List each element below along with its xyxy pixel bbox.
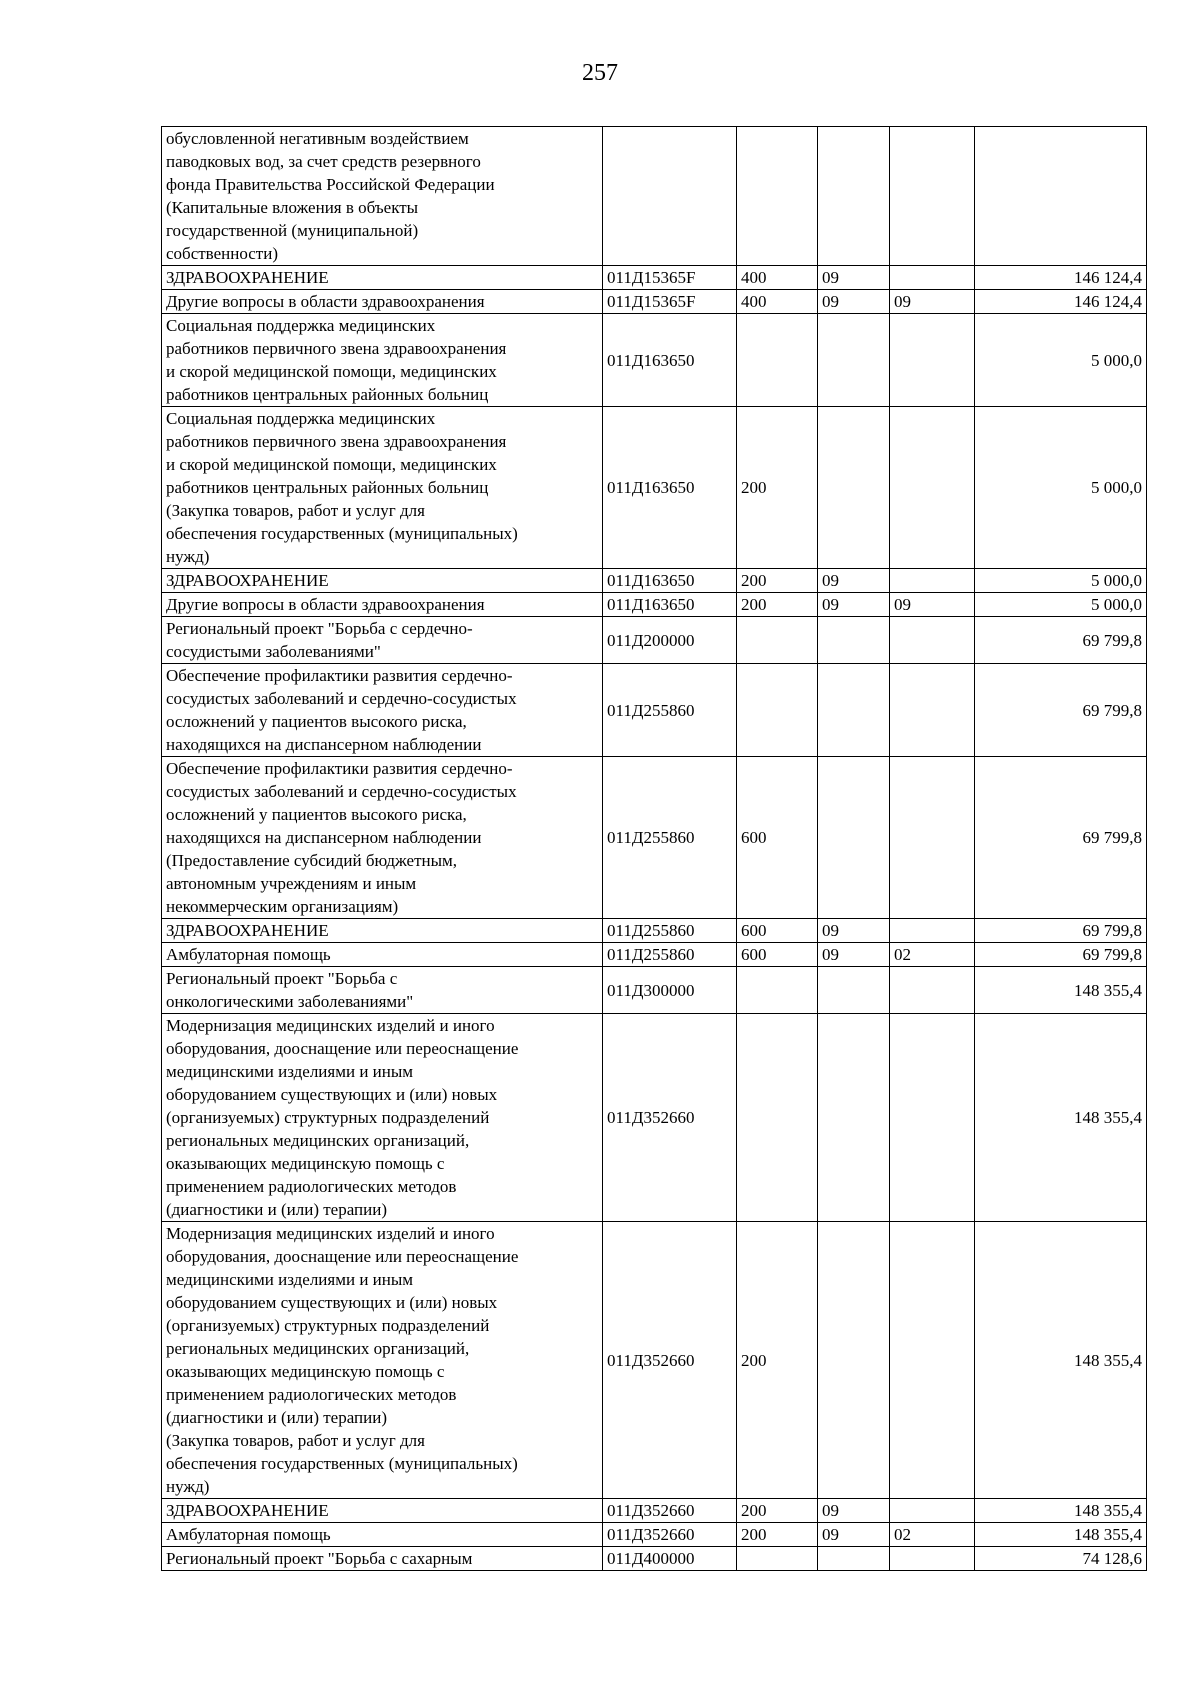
row-subsection-cell xyxy=(890,1222,975,1499)
row-name-cell xyxy=(162,757,603,919)
row-amount-cell: 148 355,4 xyxy=(975,1499,1147,1523)
row-amount-cell: 148 355,4 xyxy=(975,1222,1147,1499)
page-number: 257 xyxy=(582,60,618,86)
row-expense-type-cell xyxy=(737,1014,818,1222)
table-row xyxy=(162,1547,1147,1571)
row-expense-type-cell xyxy=(737,617,818,664)
row-amount-cell xyxy=(975,127,1147,266)
row-subsection-cell xyxy=(890,127,975,266)
row-amount-cell: 146 124,4 xyxy=(975,266,1147,290)
row-subsection-cell xyxy=(890,1547,975,1571)
row-section-cell: 09 xyxy=(818,593,890,617)
row-name-cell xyxy=(162,314,603,407)
row-subsection-cell: 09 xyxy=(890,290,975,314)
row-subsection-cell xyxy=(890,617,975,664)
table-row xyxy=(162,290,1147,314)
row-name-text: ЗДРАВООХРАНЕНИЕ xyxy=(166,268,329,287)
row-expense-type-cell: 200 xyxy=(737,569,818,593)
row-expense-type-cell xyxy=(737,664,818,757)
row-expense-type-cell xyxy=(737,127,818,266)
row-name-text: Социальная поддержка медицинских работников первичного звена здравоохранения и скорой медицинской помощи, медицинских работников центральных районных больниц (Закупка товаров, работ и услуг для обеспечения государственных (муниципальных) нужд) xyxy=(166,409,518,566)
row-amount-cell: 69 799,8 xyxy=(975,943,1147,967)
row-name-cell xyxy=(162,266,603,290)
row-subsection-cell xyxy=(890,664,975,757)
row-code-cell: 011Д255860 xyxy=(603,943,737,967)
row-section-cell: 09 xyxy=(818,290,890,314)
row-name-text: Региональный проект "Борьба с сахарным xyxy=(166,1549,473,1568)
budget-table-body xyxy=(162,127,1147,1571)
row-name-cell xyxy=(162,617,603,664)
row-subsection-cell xyxy=(890,266,975,290)
row-code-cell: 011Д163650 xyxy=(603,314,737,407)
row-name-text: Другие вопросы в области здравоохранения xyxy=(166,292,485,311)
row-code-cell: 011Д200000 xyxy=(603,617,737,664)
row-subsection-cell xyxy=(890,314,975,407)
row-amount-cell: 5 000,0 xyxy=(975,593,1147,617)
table-row xyxy=(162,1499,1147,1523)
row-name-cell xyxy=(162,967,603,1014)
row-code-cell: 011Д163650 xyxy=(603,593,737,617)
row-expense-type-cell xyxy=(737,967,818,1014)
table-row xyxy=(162,967,1147,1014)
row-name-text: Социальная поддержка медицинских работников первичного звена здравоохранения и скорой медицинской помощи, медицинских работников центральных районных больниц xyxy=(166,316,507,404)
row-name-text: Модернизация медицинских изделий и иного оборудования, дооснащение или переоснащение медицинскими изделиями и иным оборудованием существующих и (или) новых (организуемых) структурных подразделений региональных медицинских организаций, оказывающих медицинскую помощь с применением радиологических методов (диагностики и (или) терапии) (Закупка товаров, работ и услуг для обеспечения государственных (муниципальных) нужд) xyxy=(166,1224,519,1496)
row-expense-type-cell: 200 xyxy=(737,1523,818,1547)
row-subsection-cell: 02 xyxy=(890,1523,975,1547)
table-row xyxy=(162,314,1147,407)
row-amount-cell: 146 124,4 xyxy=(975,290,1147,314)
row-subsection-cell xyxy=(890,757,975,919)
row-subsection-cell xyxy=(890,1014,975,1222)
row-subsection-cell: 09 xyxy=(890,593,975,617)
table-row xyxy=(162,943,1147,967)
row-subsection-cell xyxy=(890,919,975,943)
row-name-text: ЗДРАВООХРАНЕНИЕ xyxy=(166,1501,329,1520)
row-code-cell xyxy=(603,127,737,266)
row-code-cell: 011Д352660 xyxy=(603,1523,737,1547)
row-name-cell xyxy=(162,1547,603,1571)
row-expense-type-cell: 200 xyxy=(737,407,818,569)
row-section-cell xyxy=(818,967,890,1014)
row-subsection-cell xyxy=(890,407,975,569)
row-expense-type-cell: 600 xyxy=(737,919,818,943)
row-expense-type-cell: 400 xyxy=(737,266,818,290)
row-amount-cell: 148 355,4 xyxy=(975,967,1147,1014)
row-name-text: Региональный проект "Борьба с сердечно- сосудистыми заболеваниями" xyxy=(166,619,473,661)
row-name-cell xyxy=(162,290,603,314)
row-expense-type-cell: 200 xyxy=(737,1222,818,1499)
row-name-cell xyxy=(162,664,603,757)
row-section-cell: 09 xyxy=(818,266,890,290)
row-name-text: обусловленной негативным воздействием паводковых вод, за счет средств резервного фонда Правительства Российской Федерации (Капитальные вложения в объекты государственной (муниципальной) собственности) xyxy=(166,129,495,263)
table-row xyxy=(162,1222,1147,1499)
row-section-cell: 09 xyxy=(818,943,890,967)
row-section-cell xyxy=(818,1547,890,1571)
row-section-cell xyxy=(818,1014,890,1222)
row-name-cell xyxy=(162,1499,603,1523)
table-row xyxy=(162,1523,1147,1547)
row-name-text: Обеспечение профилактики развития сердечно- сосудистых заболеваний и сердечно-сосудистых осложнений у пациентов высокого риска, находящихся на диспансерном наблюдении (Предоставление субсидий бюджетным, автономным учреждениям и иным некоммерческим организациям) xyxy=(166,759,517,916)
row-name-text: ЗДРАВООХРАНЕНИЕ xyxy=(166,921,329,940)
row-section-cell xyxy=(818,407,890,569)
table-row xyxy=(162,569,1147,593)
row-name-cell xyxy=(162,593,603,617)
row-amount-cell: 5 000,0 xyxy=(975,314,1147,407)
table-row xyxy=(162,664,1147,757)
table-row xyxy=(162,593,1147,617)
row-code-cell: 011Д255860 xyxy=(603,664,737,757)
row-expense-type-cell xyxy=(737,314,818,407)
row-code-cell: 011Д255860 xyxy=(603,757,737,919)
row-amount-cell: 5 000,0 xyxy=(975,407,1147,569)
row-amount-cell: 5 000,0 xyxy=(975,569,1147,593)
row-code-cell: 011Д400000 xyxy=(603,1547,737,1571)
row-section-cell xyxy=(818,1222,890,1499)
row-section-cell xyxy=(818,617,890,664)
table-row xyxy=(162,1014,1147,1222)
row-name-cell xyxy=(162,919,603,943)
row-expense-type-cell xyxy=(737,1547,818,1571)
table-row xyxy=(162,617,1147,664)
row-name-cell xyxy=(162,1014,603,1222)
row-name-cell xyxy=(162,943,603,967)
row-name-text: Амбулаторная помощь xyxy=(166,945,331,964)
row-name-text: Обеспечение профилактики развития сердечно- сосудистых заболеваний и сердечно-сосудистых осложнений у пациентов высокого риска, находящихся на диспансерном наблюдении xyxy=(166,666,517,754)
row-amount-cell: 148 355,4 xyxy=(975,1523,1147,1547)
row-section-cell: 09 xyxy=(818,1523,890,1547)
row-name-cell xyxy=(162,127,603,266)
row-expense-type-cell: 400 xyxy=(737,290,818,314)
row-section-cell xyxy=(818,757,890,919)
row-code-cell: 011Д352660 xyxy=(603,1499,737,1523)
row-amount-cell: 69 799,8 xyxy=(975,664,1147,757)
row-subsection-cell xyxy=(890,967,975,1014)
table-row xyxy=(162,919,1147,943)
row-code-cell: 011Д352660 xyxy=(603,1222,737,1499)
row-amount-cell: 69 799,8 xyxy=(975,757,1147,919)
table-row xyxy=(162,266,1147,290)
row-code-cell: 011Д300000 xyxy=(603,967,737,1014)
row-amount-cell: 74 128,6 xyxy=(975,1547,1147,1571)
table-row xyxy=(162,127,1147,266)
row-subsection-cell xyxy=(890,569,975,593)
row-name-text: Другие вопросы в области здравоохранения xyxy=(166,595,485,614)
row-expense-type-cell: 200 xyxy=(737,1499,818,1523)
budget-table xyxy=(161,126,1147,1571)
row-name-text: ЗДРАВООХРАНЕНИЕ xyxy=(166,571,329,590)
row-amount-cell: 69 799,8 xyxy=(975,919,1147,943)
row-code-cell: 011Д255860 xyxy=(603,919,737,943)
row-amount-cell: 69 799,8 xyxy=(975,617,1147,664)
row-name-cell xyxy=(162,1222,603,1499)
row-section-cell: 09 xyxy=(818,919,890,943)
table-row xyxy=(162,757,1147,919)
row-expense-type-cell: 600 xyxy=(737,757,818,919)
row-name-text: Амбулаторная помощь xyxy=(166,1525,331,1544)
row-section-cell: 09 xyxy=(818,569,890,593)
row-name-cell xyxy=(162,407,603,569)
row-section-cell xyxy=(818,314,890,407)
row-name-cell xyxy=(162,569,603,593)
row-section-cell: 09 xyxy=(818,1499,890,1523)
row-code-cell: 011Д163650 xyxy=(603,569,737,593)
row-section-cell xyxy=(818,664,890,757)
row-name-text: Модернизация медицинских изделий и иного оборудования, дооснащение или переоснащение медицинскими изделиями и иным оборудованием существующих и (или) новых (организуемых) структурных подразделений региональных медицинских организаций, оказывающих медицинскую помощь с применением радиологических методов (диагностики и (или) терапии) xyxy=(166,1016,519,1219)
row-amount-cell: 148 355,4 xyxy=(975,1014,1147,1222)
row-code-cell: 011Д15365F xyxy=(603,266,737,290)
table-row xyxy=(162,407,1147,569)
row-code-cell: 011Д15365F xyxy=(603,290,737,314)
row-subsection-cell xyxy=(890,1499,975,1523)
row-expense-type-cell: 600 xyxy=(737,943,818,967)
row-subsection-cell: 02 xyxy=(890,943,975,967)
row-code-cell: 011Д163650 xyxy=(603,407,737,569)
row-name-text: Региональный проект "Борьба с онкологическими заболеваниями" xyxy=(166,969,414,1011)
row-section-cell xyxy=(818,127,890,266)
row-expense-type-cell: 200 xyxy=(737,593,818,617)
row-code-cell: 011Д352660 xyxy=(603,1014,737,1222)
row-name-cell xyxy=(162,1523,603,1547)
